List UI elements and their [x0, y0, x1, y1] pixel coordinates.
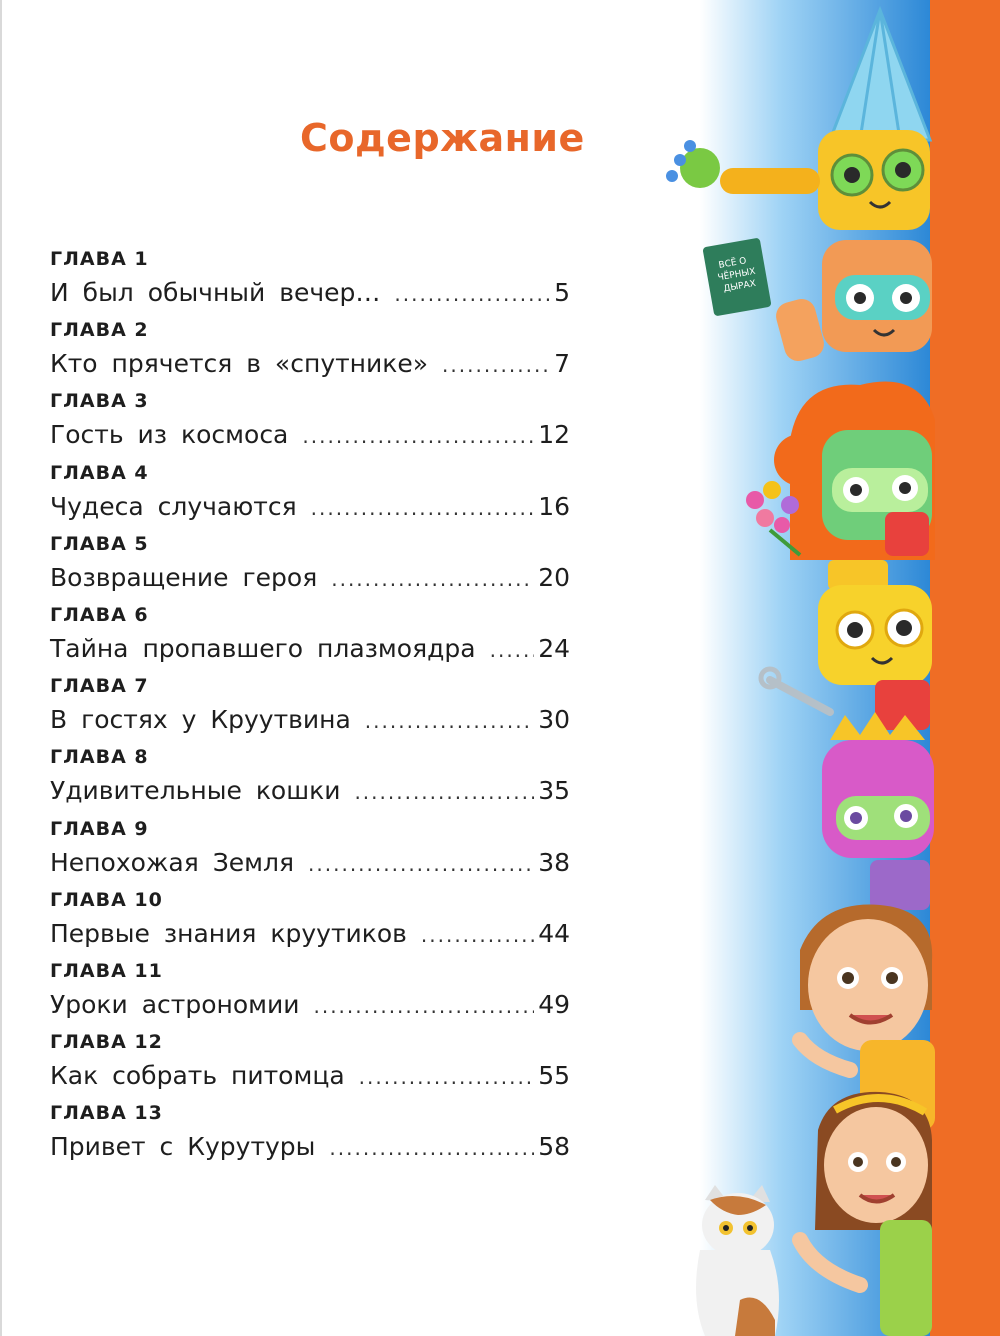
- dot-leader: [442, 353, 550, 377]
- chapter-line: [50, 1061, 570, 1097]
- page-number: 12: [538, 420, 570, 450]
- dot-leader: [421, 923, 534, 947]
- dot-leader: [313, 994, 534, 1018]
- toc-entry-9[interactable]: [50, 816, 570, 887]
- chapter-title: Привет с Курутуры: [50, 1132, 316, 1162]
- dot-leader: [302, 424, 534, 448]
- chapter-title: И был обычный вечер…: [50, 278, 381, 307]
- book-text-line-2: ЧЁРНЫХ: [716, 266, 757, 284]
- dot-leader: [308, 852, 534, 876]
- page-number: 5: [554, 278, 570, 307]
- page-number: 20: [538, 562, 570, 592]
- toc-entry-5[interactable]: [50, 531, 570, 602]
- toc-entry-7[interactable]: [50, 673, 570, 744]
- page-number: 44: [538, 918, 570, 948]
- chapter-label: ГЛАВА 8: [50, 746, 149, 769]
- page-edge: [0, 0, 2, 1336]
- page-number: 7: [554, 349, 570, 379]
- page-number: 38: [538, 847, 570, 877]
- illustration: [640, 0, 1000, 1336]
- page-number: 58: [538, 1132, 570, 1162]
- chapter-title: Первые знания круутиков: [50, 918, 407, 948]
- page-number: 30: [538, 705, 570, 735]
- chapter-title: Удивительные кошки: [50, 776, 341, 806]
- book-text-line-1: ВСЁ О: [717, 256, 748, 271]
- dot-leader: [354, 780, 534, 804]
- chapter-label: ГЛАВА 13: [50, 1102, 163, 1125]
- chapter-label: ГЛАВА 12: [50, 1031, 163, 1054]
- chapter-line: [50, 848, 570, 884]
- chapter-line: [50, 919, 570, 955]
- toc-entry-11[interactable]: [50, 958, 570, 1029]
- chapter-title: Чудеса случаются: [50, 491, 297, 521]
- toc-entry-2[interactable]: [50, 317, 570, 388]
- chapter-title: Как собрать питомца: [50, 1061, 345, 1091]
- dot-leader: [359, 1065, 535, 1089]
- chapter-line: [50, 1132, 570, 1168]
- chapter-title: В гостях у Круутвина: [50, 705, 351, 735]
- chapter-line: [50, 634, 570, 670]
- table-of-contents: [50, 246, 570, 1171]
- dot-leader: [394, 282, 550, 306]
- chapter-label: ГЛАВА 6: [50, 603, 149, 626]
- dot-leader: [365, 709, 534, 733]
- chapter-title: Возвращение героя: [50, 562, 318, 592]
- dot-leader: [311, 496, 535, 520]
- page-number: 49: [538, 989, 570, 1019]
- page-number: 35: [538, 776, 570, 806]
- chapter-title: Гость из космоса: [50, 420, 289, 450]
- dot-leader: [490, 638, 535, 662]
- chapter-title: Кто прячется в «спутнике»: [50, 349, 429, 379]
- toc-entry-10[interactable]: [50, 887, 570, 958]
- chapter-label: ГЛАВА 7: [50, 675, 149, 698]
- chapter-label: ГЛАВА 4: [50, 461, 149, 484]
- book-icon: [702, 237, 771, 316]
- toc-entry-1[interactable]: [50, 246, 570, 317]
- chapter-label: ГЛАВА 1: [50, 248, 149, 270]
- chapter-title: Непохожая Земля: [50, 847, 295, 877]
- chapter-label: ГЛАВА 11: [50, 959, 163, 982]
- cat-character: [696, 1185, 779, 1336]
- chapter-label: ГЛАВА 10: [50, 888, 163, 911]
- chapter-label: ГЛАВА 5: [50, 532, 149, 555]
- chapter-line: [50, 420, 570, 456]
- chapter-title: Уроки астрономии: [50, 989, 300, 1019]
- chapter-line: [50, 492, 570, 528]
- chapter-line: [50, 563, 570, 599]
- book-text-line-3: ДЫРАХ: [722, 278, 757, 295]
- chapter-label: ГЛАВА 2: [50, 319, 149, 342]
- dot-leader: [329, 1136, 534, 1160]
- chapter-line: [50, 278, 570, 314]
- chapter-title: Тайна пропавшего плазмоядра: [50, 633, 476, 663]
- chapter-line: [50, 349, 570, 385]
- chapter-line: [50, 776, 570, 812]
- chapter-line: [50, 705, 570, 741]
- toc-entry-12[interactable]: [50, 1029, 570, 1100]
- toc-entry-8[interactable]: [50, 744, 570, 815]
- chapter-label: ГЛАВА 3: [50, 390, 149, 413]
- toc-entry-3[interactable]: [50, 388, 570, 459]
- chapter-line: [50, 990, 570, 1026]
- page-number: 16: [538, 491, 570, 521]
- page-number: 55: [538, 1061, 570, 1091]
- chapter-label: ГЛАВА 9: [50, 817, 149, 840]
- dot-leader: [331, 567, 534, 591]
- page-number: 24: [538, 633, 570, 663]
- toc-entry-6[interactable]: [50, 602, 570, 673]
- toc-entry-13[interactable]: [50, 1100, 570, 1171]
- orange-stripe: [930, 0, 1000, 1336]
- toc-entry-4[interactable]: [50, 460, 570, 531]
- page-title: Содержание: [300, 116, 585, 160]
